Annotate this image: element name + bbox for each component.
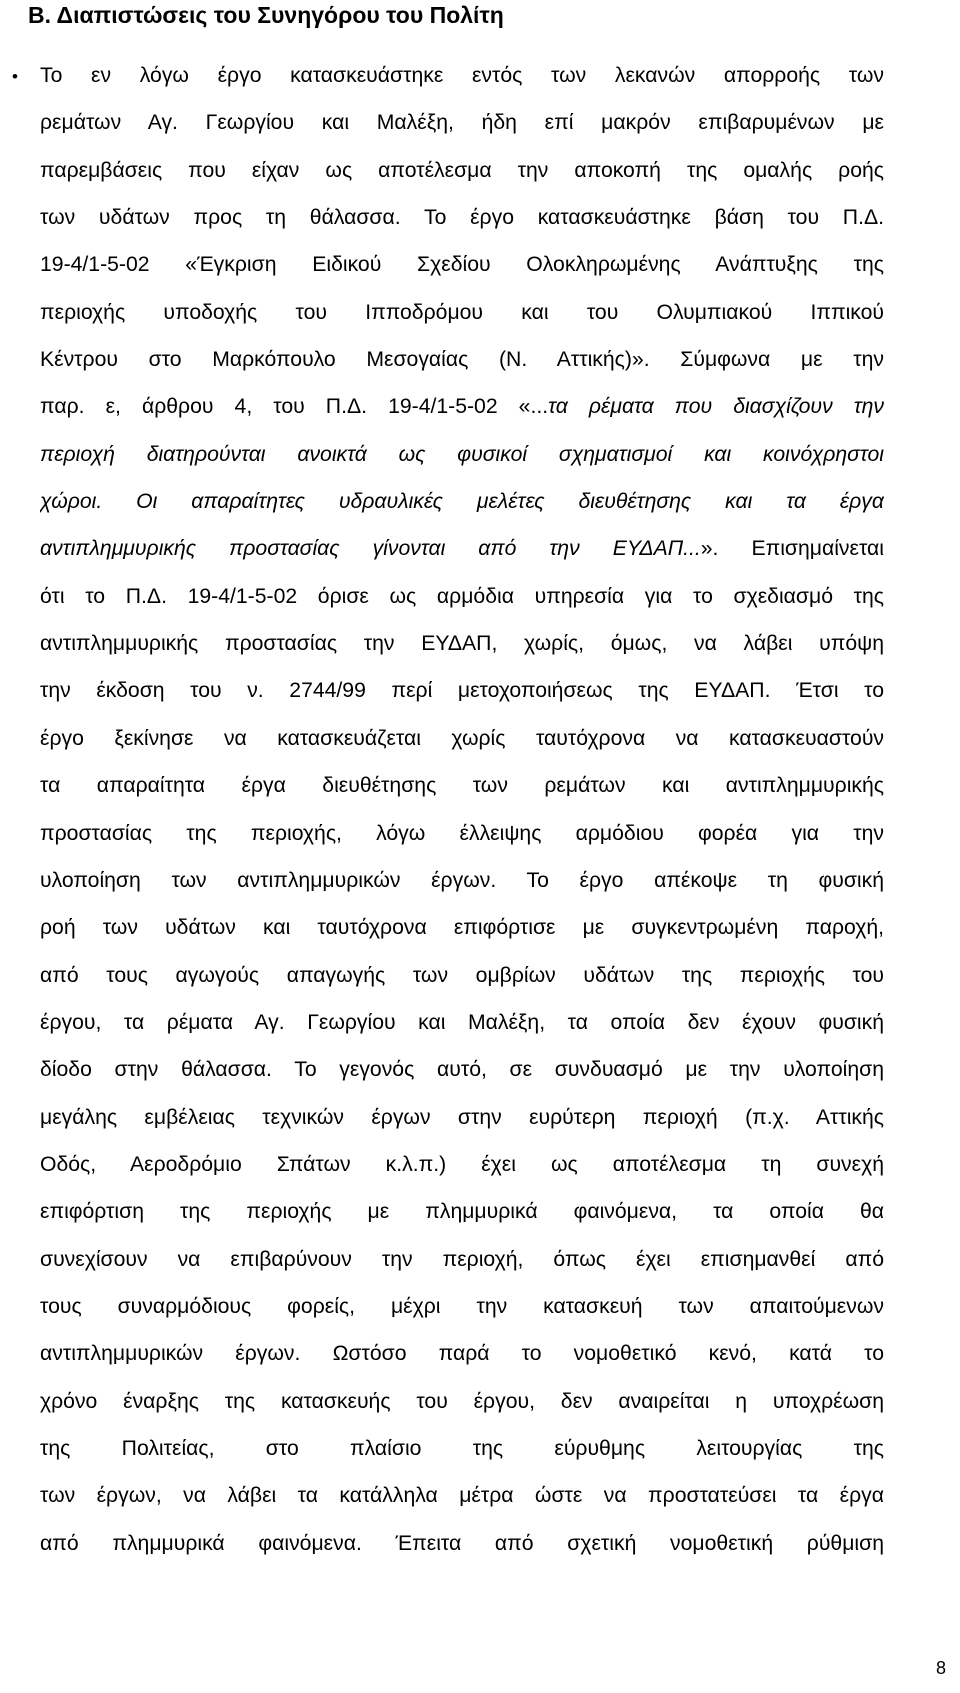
text-line bbox=[40, 1388, 884, 1435]
text-line bbox=[40, 772, 884, 819]
text-line bbox=[40, 1530, 884, 1577]
text-line bbox=[40, 583, 884, 630]
text-segment: από πλημμυρικά φαινόμενα. Έπειτα από σχετική νομοθετική ρύθμιση bbox=[40, 1531, 884, 1555]
italic-quote-segment: αντιπλημμυρικής προστασίας γίνονται από την ΕΥΔΑΠ... bbox=[40, 537, 701, 561]
text-segment: της bbox=[802, 1436, 884, 1460]
text-segment: έργου, τα ρέματα Αγ. Γεωργίου και Μαλέξη, τα οποία δεν έχουν φυσική bbox=[40, 1010, 884, 1034]
text-segment: των έργων, να λάβει τα κατάλληλα μέτρα ώστε να προστατεύσει τα έργα bbox=[40, 1484, 884, 1508]
text-segment: τα απαραίτητα έργα διευθέτησης των ρεμάτων και αντιπλημμυρικής bbox=[40, 774, 884, 798]
text-segment: της Πολιτείας, στο πλαίσιο της εύρυθμης λειτουργίας bbox=[40, 1436, 803, 1460]
text-line bbox=[40, 1104, 884, 1151]
text-line bbox=[40, 109, 884, 156]
text-segment: Οδός, Αεροδρόμιο Σπάτων κ.λ.π.) έχει ως αποτέλεσμα τη συνεχή bbox=[40, 1152, 884, 1176]
text-segment: Το εν λόγω έργο κατασκευάστηκε εντός των λεκανών απορροής των bbox=[40, 64, 884, 87]
text-segment: χρόνο έναρξης της κατασκευής του έργου, δεν αναιρείται η υποχρέωση bbox=[40, 1389, 884, 1413]
text-segment: επιφόρτιση της περιοχής με πλημμυρικά φαινόμενα, τα οποία θα bbox=[40, 1200, 884, 1224]
text-line bbox=[40, 820, 884, 867]
text-segment: την έκδοση του ν. 2744/99 περί μετοχοποιήσεως της ΕΥΔΑΠ. Έτσι το bbox=[40, 679, 884, 703]
text-line bbox=[40, 1151, 884, 1198]
text-line bbox=[40, 488, 884, 535]
body-paragraph bbox=[40, 62, 884, 1577]
text-segment: από τους αγωγούς απαγωγής των ομβρίων υδάτων της περιοχής του bbox=[40, 963, 884, 987]
text-line bbox=[40, 1340, 884, 1387]
text-segment: έργο ξεκίνησε να κατασκευάζεται χωρίς ταυτόχρονα να κατασκευαστούν bbox=[40, 726, 884, 750]
text-segment: ρεμάτων Αγ. Γεωργίου και Μαλέξη, ήδη επί μακρόν επιβαρυμένων με bbox=[40, 111, 884, 135]
text-segment: προστασίας της περιοχής, λόγω έλλειψης αρμόδιου φορέα για την bbox=[40, 821, 884, 845]
text-segment: παρ. ε, άρθρου 4, του Π.Δ. 19-4/1-5-02 «... bbox=[40, 395, 549, 419]
italic-quote-segment: χώροι. Οι απαραίτητες υδραυλικές μελέτες διευθέτησης και τα έργα bbox=[40, 490, 884, 514]
text-line bbox=[40, 1009, 884, 1056]
text-line bbox=[40, 914, 884, 961]
page-number: 8 bbox=[935, 1658, 946, 1678]
text-line bbox=[40, 1293, 884, 1340]
text-line bbox=[40, 962, 884, 1009]
text-line bbox=[40, 157, 884, 204]
text-line bbox=[40, 346, 884, 393]
text-segment: αντιπλημμυρικής προστασίας την ΕΥΔΑΠ, χωρίς, όμως, να λάβει υπόψη bbox=[40, 632, 884, 656]
section-heading: Β. Διαπιστώσεις του Συνηγόρου του Πολίτη bbox=[28, 2, 504, 28]
text-segment: μεγάλης εμβέλειας τεχνικών έργων στην ευρύτερη περιοχή (π.χ. Αττικής bbox=[40, 1105, 884, 1129]
bullet-icon: • bbox=[12, 67, 18, 86]
text-line bbox=[40, 867, 884, 914]
text-line bbox=[40, 1198, 884, 1245]
text-segment: 19-4/1-5-02 «Έγκριση Ειδικού Σχεδίου Ολοκληρωμένης Ανάπτυξης της bbox=[40, 253, 884, 277]
italic-quote-segment: περιοχή διατηρούνται ανοικτά ως φυσικοί σχηματισμοί και κοινόχρηστοι bbox=[40, 442, 884, 466]
text-line bbox=[40, 677, 884, 724]
text-segment: περιοχής υποδοχής του Ιπποδρόμου και του Ολυμπιακού Ιππικού bbox=[40, 300, 884, 324]
italic-quote-segment: τα ρέματα που διασχίζουν την bbox=[548, 395, 884, 419]
text-segment: ότι το Π.Δ. 19-4/1-5-02 όρισε ως αρμόδια υπηρεσία για το σχεδιασμό της bbox=[40, 584, 884, 608]
text-line bbox=[40, 204, 884, 251]
text-segment: παρεμβάσεις που είχαν ως αποτέλεσμα την αποκοπή της ομαλής ροής bbox=[40, 158, 884, 182]
text-segment: υλοποίηση των αντιπλημμυρικών έργων. Το έργο απέκοψε τη φυσική bbox=[40, 868, 884, 892]
text-line bbox=[40, 62, 884, 109]
text-line bbox=[40, 1482, 884, 1529]
text-segment: τους συναρμόδιους φορείς, μέχρι την κατασκευή των απαιτούμενων bbox=[40, 1294, 884, 1318]
text-line bbox=[40, 535, 884, 582]
text-line bbox=[40, 1056, 884, 1103]
text-segment: Κέντρου στο Μαρκόπουλο Μεσογαίας (Ν. Αττικής)». Σύμφωνα με την bbox=[40, 348, 884, 372]
text-segment: ». Επισημαίνεται bbox=[700, 537, 884, 561]
text-line bbox=[40, 630, 884, 677]
text-line bbox=[40, 725, 884, 772]
text-segment: των υδάτων προς τη θάλασσα. Το έργο κατασκευάστηκε βάση του Π.Δ. bbox=[40, 206, 884, 230]
text-line bbox=[40, 441, 884, 488]
text-line bbox=[40, 1246, 884, 1293]
text-segment: αντιπλημμυρικών έργων. Ωστόσο παρά το νομοθετικό κενό, κατά το bbox=[40, 1342, 884, 1366]
text-line bbox=[40, 251, 884, 298]
text-segment: συνεχίσουν να επιβαρύνουν την περιοχή, όπως έχει επισημανθεί από bbox=[40, 1247, 884, 1271]
text-segment: δίοδο στην θάλασσα. Το γεγονός αυτό, σε συνδυασμό με την υλοποίηση bbox=[40, 1058, 884, 1082]
text-segment: ροή των υδάτων και ταυτόχρονα επιφόρτισε με συγκεντρωμένη παροχή, bbox=[40, 916, 884, 940]
text-line bbox=[40, 299, 884, 346]
text-line bbox=[40, 393, 884, 440]
text-line bbox=[40, 1435, 884, 1482]
